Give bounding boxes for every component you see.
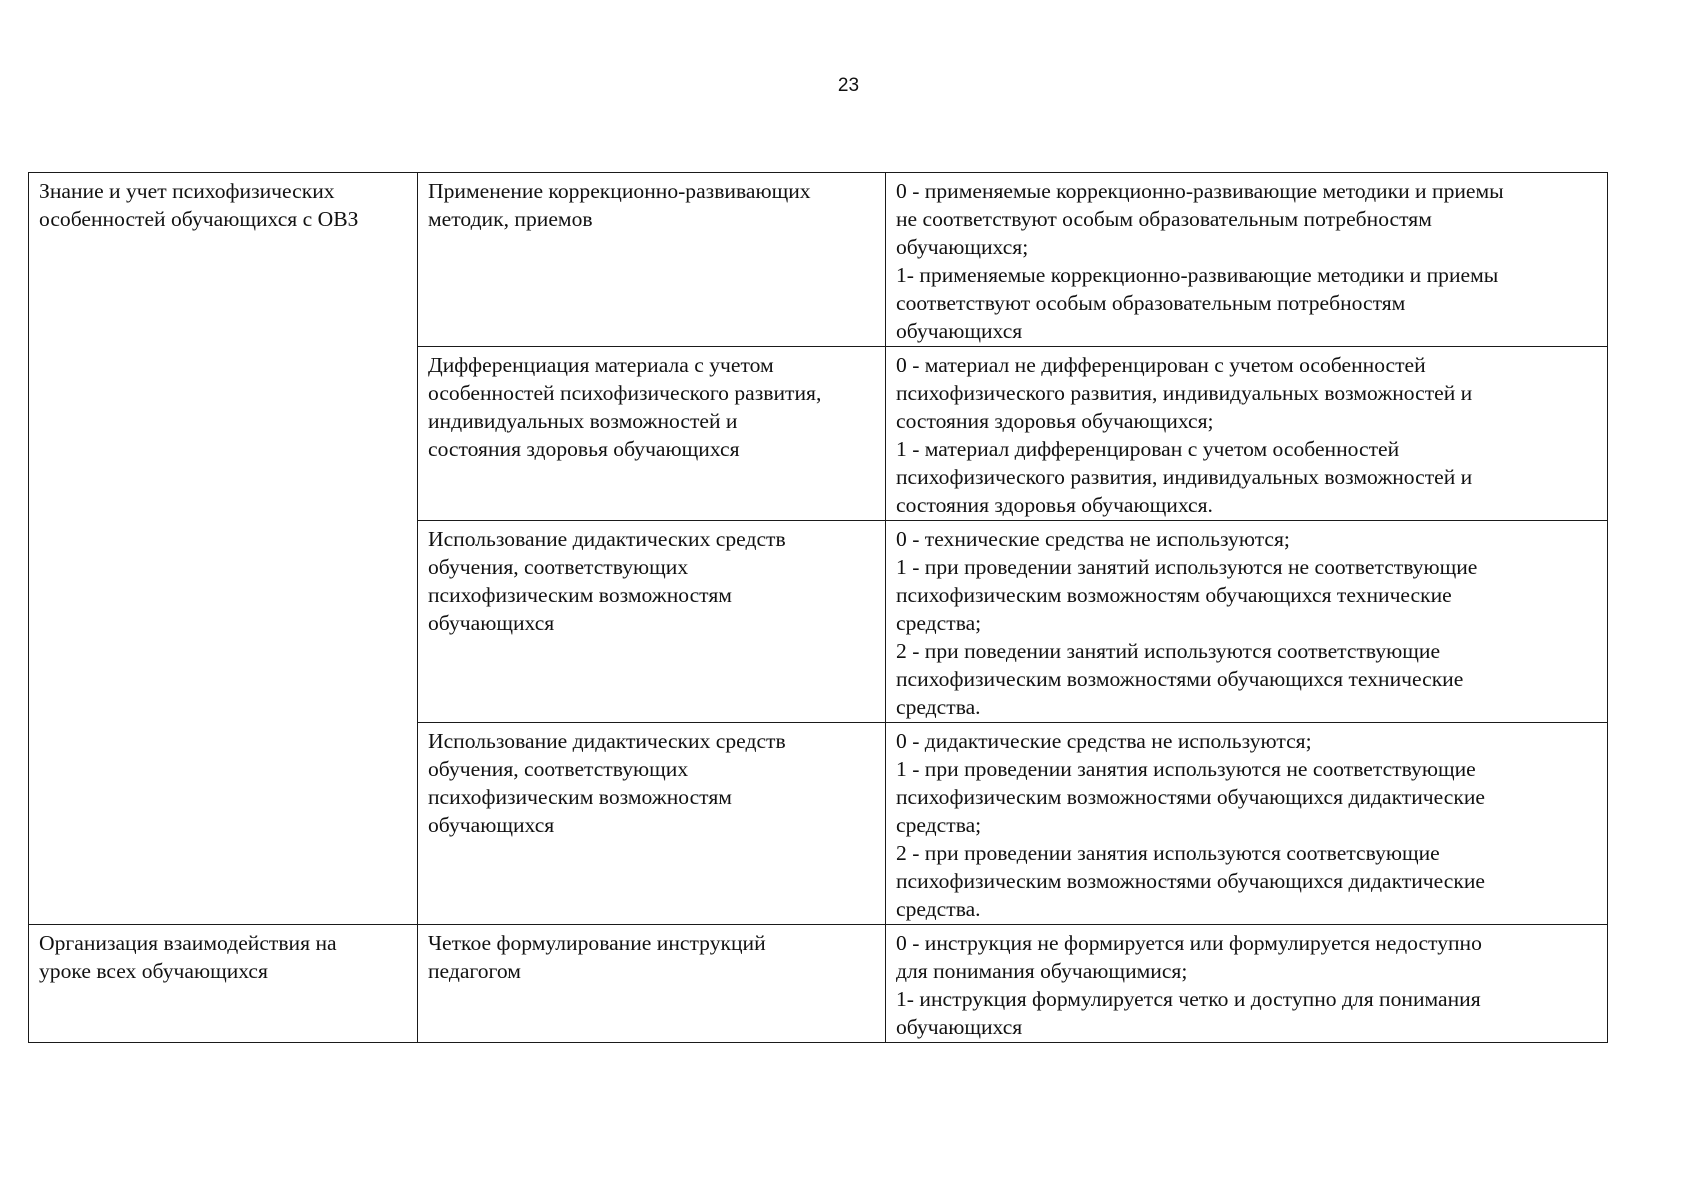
scoring-cell: 0 - дидактические средства не используются; 1 - при проведении занятия используются не соответствующие психофизическим возможностями обучающихся дидактические средства; 2 - при проведении занятия используются соответсвующие психофизическим возможностями обучающихся дидактические средства.: [886, 723, 1608, 925]
indicator-cell: Четкое формулирование инструкций педагогом: [418, 925, 886, 1043]
page-number: 23: [837, 75, 860, 96]
table-row: [29, 173, 1608, 347]
scoring-cell: 0 - инструкция не формируется или формулируется недоступно для понимания обучающимися; 1- инструкция формулируется четко и доступно для понимания обучающихся: [886, 925, 1608, 1043]
scoring-cell: 0 - применяемые коррекционно-развивающие методики и приемы не соответствуют особым образовательным потребностям обучающихся; 1- применяемые коррекционно-развивающие методики и приемы соответствуют особым образовательным потребностям обучающихся: [886, 173, 1608, 347]
criteria-table: [28, 172, 1608, 1043]
table-row: [29, 925, 1608, 1043]
criterion-cell: Знание и учет психофизических особенностей обучающихся с ОВЗ: [29, 173, 418, 925]
scoring-cell: 0 - материал не дифференцирован с учетом особенностей психофизического развития, индивидуальных возможностей и состояния здоровья обучающихся; 1 - материал дифференцирован с учетом особенностей психофизического развития, индивидуальных возможностей и состояния здоровья обучающихся.: [886, 347, 1608, 521]
indicator-cell: Использование дидактических средств обучения, соответствующих психофизическим возможностям обучающихся: [418, 723, 886, 925]
indicator-cell: Применение коррекционно-развивающих методик, приемов: [418, 173, 886, 347]
criterion-cell: Организация взаимодействия на уроке всех обучающихся: [29, 925, 418, 1043]
indicator-cell: Дифференциация материала с учетом особенностей психофизического развития, индивидуальных возможностей и состояния здоровья обучающихся: [418, 347, 886, 521]
scoring-cell: 0 - технические средства не используются; 1 - при проведении занятий используются не соответствующие психофизическим возможностям обучающихся технические средства; 2 - при поведении занятий используются соответствующие психофизическим возможностями обучающихся технические средства.: [886, 521, 1608, 723]
indicator-cell: Использование дидактических средств обучения, соответствующих психофизическим возможностям обучающихся: [418, 521, 886, 723]
